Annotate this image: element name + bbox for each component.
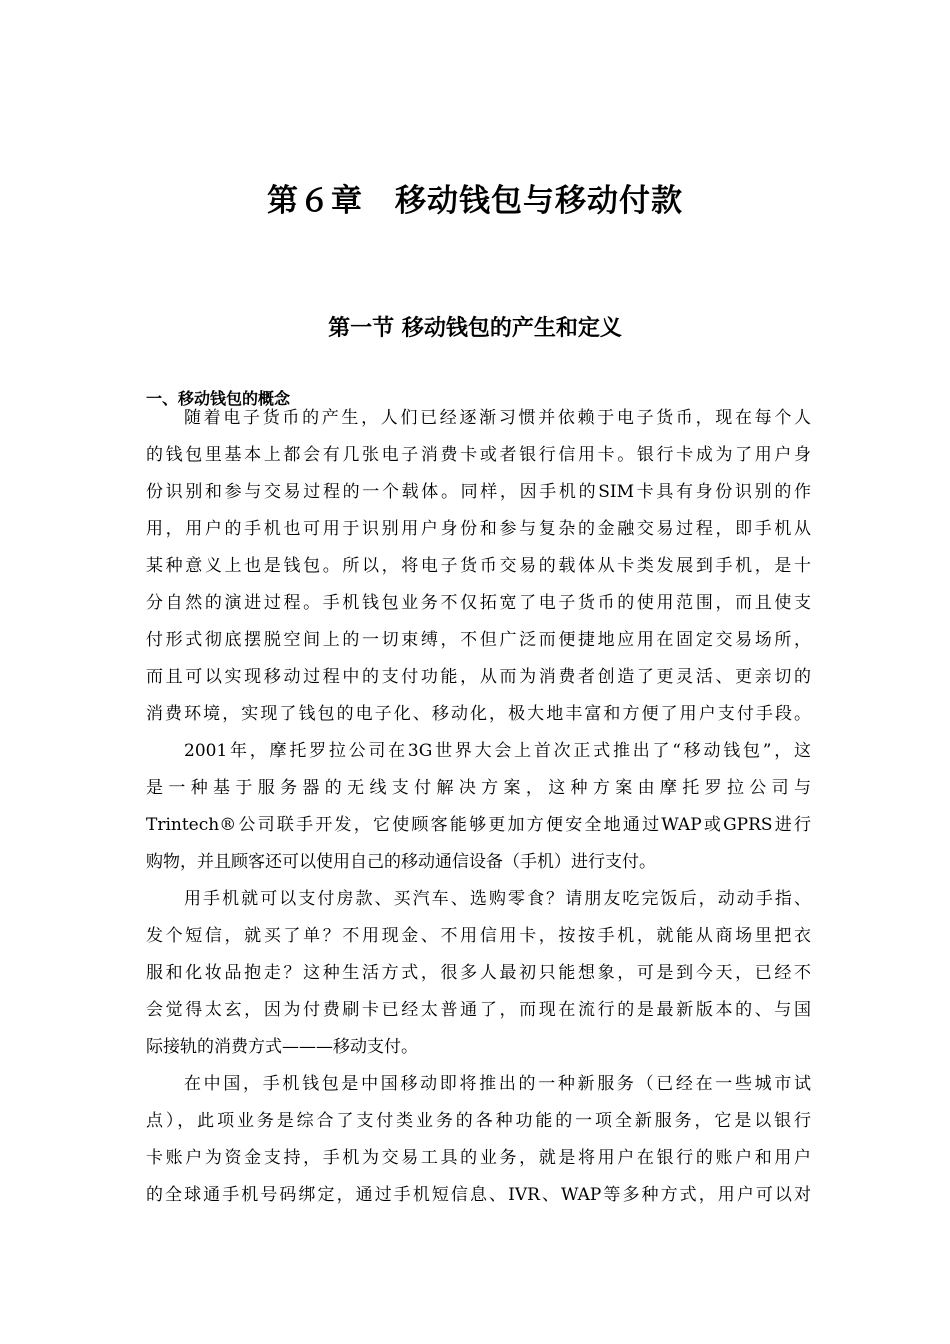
body-line: 分自然的演进过程。手机钱包业务不仅拓宽了电子货币的使用范围，而且使支 — [146, 593, 811, 613]
body-line: 付形式彻底摆脱空间上的一切束缚，不但广泛而便捷地应用在固定交易场所， — [146, 630, 811, 650]
body-line: 卡账户为资金支持，手机为交易工具的业务，就是将用户在银行的账户和用户 — [146, 1148, 811, 1168]
body-line: 消费环境，实现了钱包的电子化、移动化，极大地丰富和方便了用户支付手段。 — [146, 704, 811, 724]
chapter-title: 第６章 移动钱包与移动付款 — [267, 182, 683, 219]
body-line: 随着电子货币的产生，人们已经逐渐习惯并依赖于电子货币，现在每个人 — [184, 408, 811, 428]
section-title: 第一节 移动钱包的产生和定义 — [328, 316, 622, 342]
body-line: 发个短信，就买了单？不用现金、不用信用卡，按按手机，就能从商场里把衣 — [146, 926, 811, 946]
body-line: 而且可以实现移动过程中的支付功能，从而为消费者创造了更灵活、更亲切的 — [146, 667, 811, 687]
body-line: 的全球通手机号码绑定，通过手机短信息、IVR、WAP等多种方式，用户可以对 — [146, 1185, 811, 1205]
body-line: 服和化妆品抱走？这种生活方式，很多人最初只能想象，可是到今天，已经不 — [146, 963, 811, 983]
body-line: 际接轨的消费方式———移动支付。 — [146, 1037, 418, 1057]
body-line: 是一种基于服务器的无线支付解决方案，这种方案由摩托罗拉公司与 — [146, 778, 811, 798]
body-line: 在中国，手机钱包是中国移动即将推出的一种新服务（已经在一些城市试 — [184, 1074, 811, 1094]
body-line: 的钱包里基本上都会有几张电子消费卡或者银行信用卡。银行卡成为了用户身 — [146, 445, 811, 465]
body-line: 点），此项业务是综合了支付类业务的各种功能的一项全新服务，它是以银行 — [146, 1111, 811, 1131]
body-line: 2001年，摩托罗拉公司在3G世界大会上首次正式推出了“移动钱包”，这 — [184, 741, 811, 761]
body-line: 份识别和参与交易过程的一个载体。同样，因手机的SIM卡具有身份识别的作 — [146, 482, 811, 502]
body-line: Trintech®公司联手开发，它使顾客能够更加方便安全地通过WAP或GPRS进行 — [146, 815, 811, 835]
body-line: 会觉得太玄，因为付费刷卡已经太普通了，而现在流行的是最新版本的、与国 — [146, 1000, 811, 1020]
body-line: 某种意义上也是钱包。所以，将电子货币交易的载体从卡类发展到手机，是十 — [146, 556, 811, 576]
subsection-heading: 一、移动钱包的概念 — [146, 389, 291, 408]
body-line: 购物，并且顾客还可以使用自己的移动通信设备（手机）进行支付。 — [146, 852, 656, 872]
body-line: 用手机就可以支付房款、买汽车、选购零食？请朋友吃完饭后，动动手指、 — [184, 889, 811, 909]
body-line: 用，用户的手机也可用于识别用户身份和参与复杂的金融交易过程，即手机从 — [146, 519, 811, 539]
